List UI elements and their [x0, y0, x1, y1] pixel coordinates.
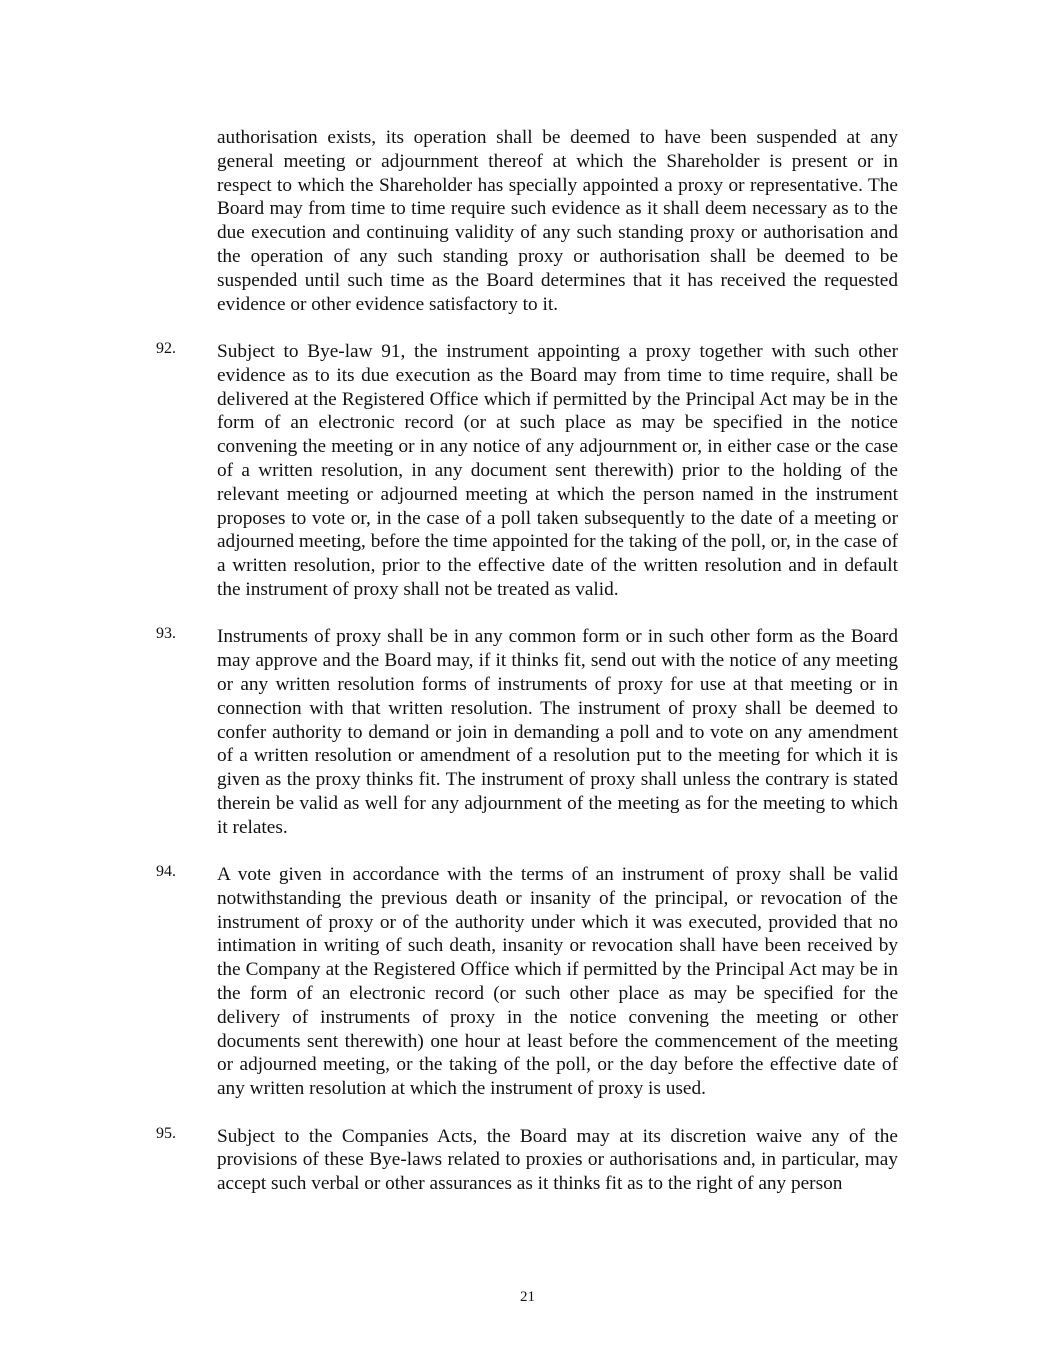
clause-93 — [156, 625, 898, 839]
clause-number: 94. — [156, 863, 176, 881]
clause-text: Subject to the Companies Acts, the Board may at its discretion waive any of the provisions of these Bye-laws related to proxies or authorisations and, in particular, may accept such verbal or other assurances as it thinks fit as to the right of any person — [217, 1125, 898, 1195]
clause-95 — [156, 1125, 898, 1196]
clause-number: 93. — [156, 625, 176, 643]
continuation-paragraph: authorisation exists, its operation shall be deemed to have been suspended at any general meeting or adjournment thereof at which the Shareholder is present or in respect to which the Shareholder has specially appointed a proxy or representative. The Board may from time to time require such evidence as it shall deem necessary as to the due execution and continuing validity of any such standing proxy or authorisation and the operation of any such standing proxy or authorisation shall be deemed to be suspended until such time as the Board determines that it has received the requested evidence or other evidence satisfactory to it. — [217, 127, 898, 315]
clause-text: Instruments of proxy shall be in any common form or in such other form as the Board may approve and the Board may, if it thinks fit, send out with the notice of any meeting or any written resolution forms of instruments of proxy for use at that meeting or in connection with that written resolution. The instrument of proxy shall be deemed to confer authority to demand or join in demanding a poll and to vote on any amendment of a written resolution or amendment of a resolution put to the meeting for which it is given as the proxy thinks fit. The instrument of proxy shall unless the contrary is stated therein be valid as well for any adjournment of the meeting as for the meeting to which it relates. — [217, 626, 898, 838]
clause-92 — [156, 340, 898, 602]
page-body — [156, 126, 898, 1196]
clause-94 — [156, 863, 898, 1101]
page-number: 21 — [520, 1289, 535, 1305]
clause-number: 95. — [156, 1124, 176, 1142]
clause-text: Subject to Bye-law 91, the instrument appointing a proxy together with such other evidence as to its due execution as the Board may from time to time require, shall be delivered at the Registered Office which if permitted by the Principal Act may be in the form of an electronic record (or at such place as may be specified in the notice convening the meeting or in any notice of any adjournment or, in either case or the case of a written resolution, in any document sent therewith) prior to the holding of the relevant meeting or adjourned meeting at which the person named in the instrument proposes to vote or, in the case of a poll taken subsequently to the date of a meeting or adjourned meeting, before the time appointed for the taking of the poll, or, in the case of a written resolution, prior to the effective date of the written resolution and in default the instrument of proxy shall not be treated as valid. — [217, 340, 898, 600]
clause-text: A vote given in accordance with the terms of an instrument of proxy shall be valid notwithstanding the previous death or insanity of the principal, or revocation of the instrument of proxy or of the authority under which it was executed, provided that no intimation in writing of such death, insanity or revocation shall have been received by the Company at the Registered Office which if permitted by the Principal Act may be in the form of an electronic record (or such other place as may be specified for the delivery of instruments of proxy in the notice convening the meeting or other documents sent therewith) one hour at least before the commencement of the meeting or adjourned meeting, or the taking of the poll, or the day before the effective date of any written resolution at which the instrument of proxy is used. — [217, 864, 898, 1100]
clause-number: 92. — [156, 339, 176, 357]
